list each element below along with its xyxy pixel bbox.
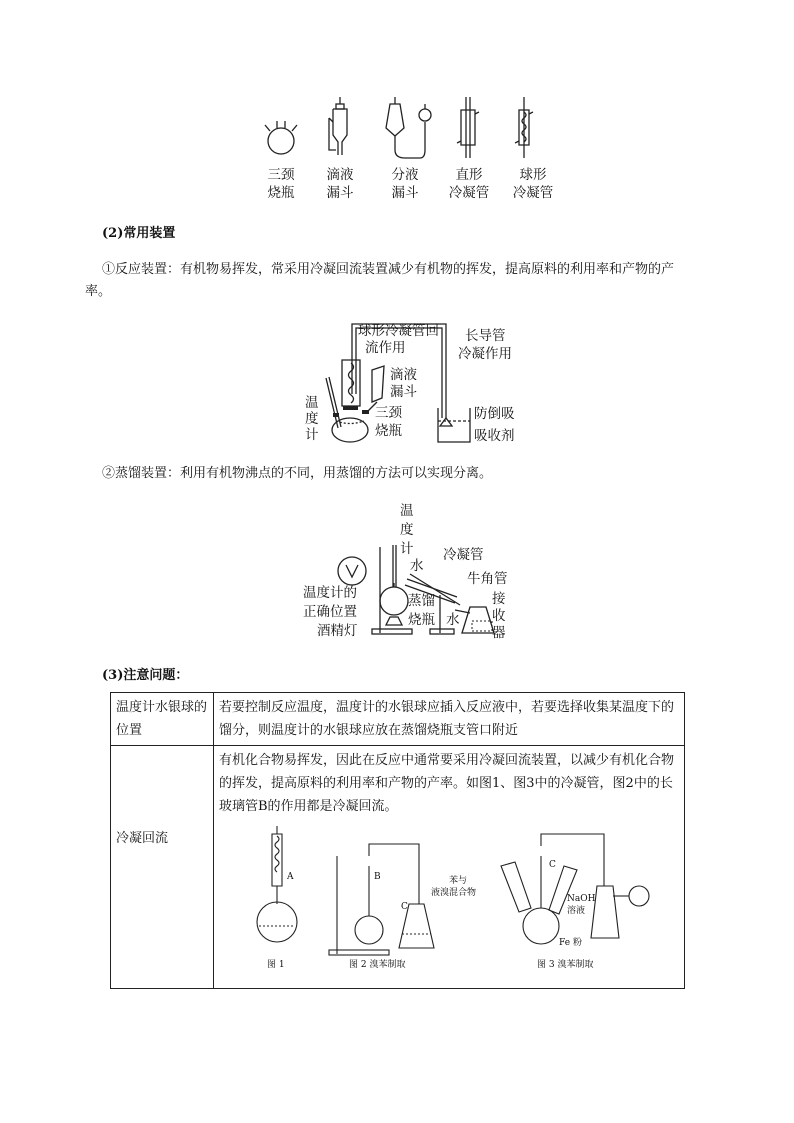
distill-still-1: 蒸馏 xyxy=(408,593,435,609)
label-long-tube-2: 冷凝作用 xyxy=(458,346,512,362)
distill-water-top: 水 xyxy=(410,558,424,574)
distillation-apparatus xyxy=(0,495,794,645)
distill-thermometer-3: 计 xyxy=(400,541,414,557)
fig3-label-naoh-1: NaOH xyxy=(567,894,596,904)
label-thermometer-3: 计 xyxy=(305,427,319,443)
row-name: 温度计水银球的位置 xyxy=(111,693,214,746)
fig3-label-fe: Fe 粉 xyxy=(559,938,582,948)
distill-correct-2: 正确位置 xyxy=(303,604,357,620)
figure-area xyxy=(219,826,679,974)
row-name-cell xyxy=(111,746,214,989)
label-anti-suck: 防倒吸 xyxy=(474,406,515,422)
distill-thermometer-2: 度 xyxy=(400,522,414,538)
distill-condenser: 冷凝管 xyxy=(443,547,484,563)
fig1-caption: 图 1 xyxy=(267,960,285,970)
fig3-label-naoh-2: 溶液 xyxy=(567,906,586,916)
label-dropping-funnel: 滴液 xyxy=(390,367,417,383)
distill-water-bottom: 水 xyxy=(446,612,460,628)
row-text: 有机化合物易挥发，因此在反应中通常要采用冷凝回流装置，以减少有机化合物的挥发，提高原料的利用率和产物的产率。如图1、图3中的冷凝管，图2中的长玻璃管B的作用都是冷凝回流。 xyxy=(219,753,675,814)
distill-still-2: 烧瓶 xyxy=(408,612,435,628)
instrument-label-ball-condenser xyxy=(505,166,561,202)
distill-thermometer-1: 温 xyxy=(400,503,414,519)
label-line: 三颈 xyxy=(267,167,295,183)
row-text: 若要控制反应温度，温度计的水银球应插入反应液中，若要选择收集某温度下的馏分，则温度计的水银球应放在蒸馏烧瓶支管口附近 xyxy=(214,693,685,746)
label-dropping-funnel-2: 漏斗 xyxy=(390,384,417,400)
notes-table xyxy=(110,692,685,989)
distill-lamp: 酒精灯 xyxy=(317,623,358,639)
label-ball-condenser: 球形冷凝管回 xyxy=(358,323,439,339)
section2-item2: ②蒸馏装置：利用有机物沸点的不同，用蒸馏的方法可以实现分离。 xyxy=(102,466,493,481)
label-line: 漏斗 xyxy=(326,185,354,201)
instrument-label-straight-condenser xyxy=(441,166,497,202)
label-line: 漏斗 xyxy=(391,185,419,201)
fig3-label-mix-1: 苯与 xyxy=(449,876,468,886)
label-line: 烧瓶 xyxy=(267,185,295,201)
distill-receiver-3: 器 xyxy=(492,625,506,641)
fig2-label-C: C xyxy=(401,902,408,912)
label-line: 直形 xyxy=(455,167,483,183)
fig2-label-B: B xyxy=(374,872,381,882)
label-line: 球形 xyxy=(519,167,547,183)
fig3-label-mix-2: 液溴混合物 xyxy=(431,888,477,898)
label-three-neck-flask-2: 烧瓶 xyxy=(375,423,402,439)
distill-correct-1: 温度计的 xyxy=(303,585,357,601)
row-cell xyxy=(214,746,685,989)
table-row xyxy=(111,693,685,746)
label-line: 冷凝管 xyxy=(512,185,554,201)
label-long-tube: 长导管 xyxy=(465,328,506,344)
row-name: 冷凝回流 xyxy=(116,831,169,846)
label-absorbent: 吸收剂 xyxy=(474,428,515,444)
label-three-neck-flask: 三颈 xyxy=(375,405,402,421)
section2-item1-line1: ①反应装置：有机物易挥发，常采用冷凝回流装置减少有机物的挥发，提高原料的利用率和产物的产 xyxy=(102,262,675,277)
section3-heading: (3)注意问题： xyxy=(102,668,189,683)
fig3-label-C: C xyxy=(549,860,556,870)
label-line: 分液 xyxy=(391,167,419,183)
distill-receiver-2: 收 xyxy=(492,608,506,624)
distill-adapter: 牛角管 xyxy=(467,571,508,587)
fig3-caption: 图 3 溴苯制取 xyxy=(537,960,594,970)
instrument-label-dropping-funnel xyxy=(317,166,363,202)
instrument-drawings xyxy=(0,0,794,170)
label-thermometer-1: 温 xyxy=(305,395,319,411)
section2-heading: (2)常用装置 xyxy=(102,226,176,241)
fig1-label-A: A xyxy=(287,872,294,882)
table-row xyxy=(111,746,685,989)
label-ball-condenser-2: 流作用 xyxy=(365,340,406,356)
section2-item1-line2: 率。 xyxy=(85,284,112,299)
instrument-label-three-neck-flask xyxy=(258,166,304,202)
label-line: 滴液 xyxy=(326,167,354,183)
fig2-caption: 图 2 溴苯制取 xyxy=(349,960,406,970)
label-line: 冷凝管 xyxy=(448,185,490,201)
distill-receiver-1: 接 xyxy=(492,591,506,607)
label-thermometer-2: 度 xyxy=(305,411,319,427)
instrument-label-separatory-funnel xyxy=(382,166,428,202)
